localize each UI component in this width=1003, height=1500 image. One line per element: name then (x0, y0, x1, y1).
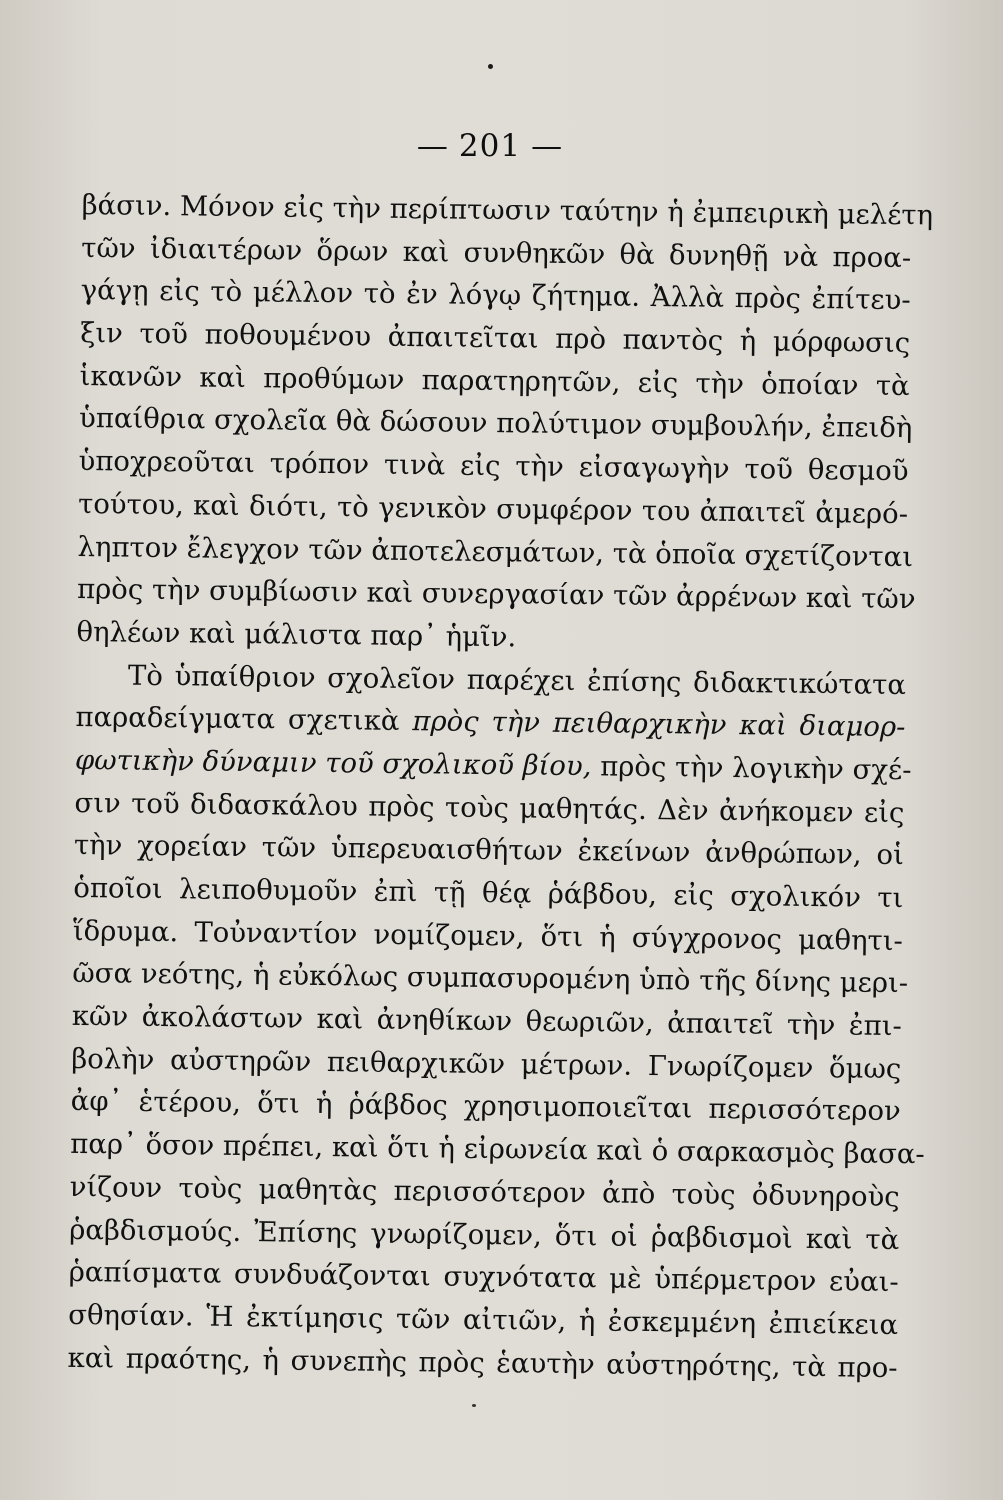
ink-speck (472, 1404, 476, 1407)
body-text (67, 184, 934, 1389)
text-line: γάγῃ εἰς τὸ μέλλον τὸ ἐν λόγῳ ζήτημα. Ἀλλὰ πρὸς ἐπίτευ- (80, 274, 911, 317)
text-line: ῶσα νεότης, ἡ εὐκόλως συμπασυρομένη ὑπὸ τῆς δίνης μερι- (72, 957, 909, 1000)
text-line: ῥαβδισμούς. Ἐπίσης γνωρίζομεν, ὅτι οἱ ῥαβδισμοὶ καὶ τὰ (69, 1213, 900, 1256)
text-line: καὶ πραότης, ἡ συνεπὴς πρὸς ἑαυτὴν αὐστηρότης, τὰ προ- (67, 1341, 898, 1384)
text-line: ὁποῖοι λειποθυμοῦν ἐπὶ τῇ θέᾳ ῥάβδου, εἰς σχολικόν τι (73, 871, 904, 915)
header-dash-right: — (531, 128, 564, 164)
text-line: νίζουν τοὺς μαθητὰς περισσότερον ἀπὸ τοὺς ὀδυνηροὺς (69, 1170, 900, 1213)
text-segment: πρὸς τὴν λογικὴν σχέ- (599, 750, 912, 787)
text-line: σιν τοῦ διδασκάλου πρὸς τοὺς μαθητάς. Δὲν ἀνήκομεν εἰς (74, 786, 905, 829)
text-line: κῶν ἀκολάστων καὶ ἀνηθίκων θεωριῶν, ἀπαιτεῖ τὴν ἐπι- (71, 1000, 902, 1043)
text-line: ξιν τοῦ ποθουμένου ἀπαιτεῖται πρὸ παντὸς ἡ μόρφωσις (79, 317, 911, 360)
page-number: 201 (458, 128, 522, 164)
text-line: βάσιν. Μόνον εἰς τὴν περίπτωσιν ταύτην ἡ ἐμπειρικὴ μελέτη (81, 188, 934, 232)
text-line: σθησίαν. Ἡ ἐκτίμησις τῶν αἰτιῶν, ἡ ἐσκεμμένη ἐπιείκεια (67, 1298, 899, 1341)
paragraph-end-line: θηλέων καὶ μάλιστα παρ᾽ ἡμῖν. (76, 615, 517, 654)
header-dash-left: — (416, 128, 449, 164)
italic-segment: πρὸς τὴν πειθαρχικὴν καὶ διαμορ- (412, 705, 906, 744)
ink-speck (488, 64, 493, 69)
italic-segment: φωτικὴν δύναμιν τοῦ σχολικοῦ βίου, (74, 743, 592, 783)
text-line: παρ᾽ ὅσον πρέπει, καὶ ὅτι ἡ εἰρωνεία καὶ ὁ σαρκασμὸς βασα- (70, 1128, 925, 1171)
page-header (0, 128, 980, 164)
text-line: τούτου, καὶ διότι, τὸ γενικὸν συμφέρον του ἀπαιτεῖ ἀμερό- (77, 487, 909, 530)
text-line: τῶν ἰδιαιτέρων ὅρων καὶ συνθηκῶν θὰ δυνηθῇ νὰ προα- (81, 231, 912, 274)
text-line: βολὴν αὐστηρῶν πειθαρχικῶν μέτρων. Γνωρίζομεν ὅμως (71, 1042, 902, 1085)
text-line: ὑπαίθρια σχολεῖα θὰ δώσουν πολύτιμον συμβουλήν, ἐπειδὴ (78, 402, 913, 445)
text-line: ἱκανῶν καὶ προθύμων παρατηρητῶν, εἰς τὴν ὁποίαν τὰ (79, 359, 910, 402)
text-line: ἀφ᾽ ἑτέρου, ὅτι ἡ ῥάβδος χρησιμοποιεῖται περισσότερον (70, 1085, 901, 1128)
text-line: πρὸς τὴν συμβίωσιν καὶ συνεργασίαν τῶν ἀρρένων καὶ τῶν (76, 573, 916, 616)
paragraph-start-line: Τὸ ὑπαίθριον σχολεῖον παρέχει ἐπίσης διδακτικώτατα (127, 659, 907, 701)
text-line: ληπτον ἔλεγχον τῶν ἀποτελεσμάτων, τὰ ὁποῖα σχετίζονται (77, 530, 914, 573)
text-line: ῥαπίσματα συνδυάζονται συχνότατα μὲ ὑπέρμετρον εὐαι- (68, 1256, 899, 1299)
text-line: τὴν χορείαν τῶν ὑπερευαισθήτων ἐκείνων ἀνθρώπων, οἱ (73, 829, 905, 872)
text-line: ὑποχρεοῦται τρόπον τινὰ εἰς τὴν εἰσαγωγὴν τοῦ θεσμοῦ (78, 445, 909, 488)
text-line: ἵδρυμα. Τοὐναντίον νομίζομεν, ὅτι ἡ σύγχρονος μαθητι- (72, 914, 904, 957)
text-segment: παραδείγματα σχετικὰ (75, 701, 400, 738)
